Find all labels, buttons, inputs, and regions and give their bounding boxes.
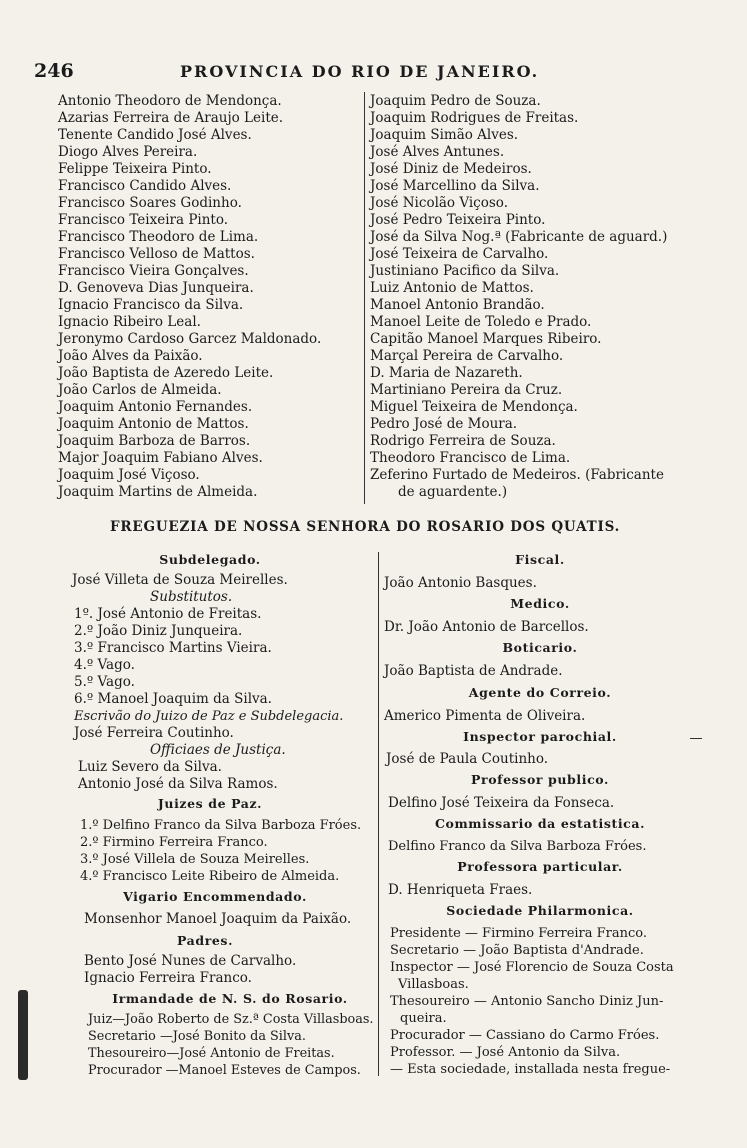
list-item: 1º. José Antonio de Freitas. xyxy=(74,606,262,622)
list-item: Joaquim José Viçoso. xyxy=(58,467,200,483)
list-item: Jeronymo Cardoso Garcez Maldonado. xyxy=(58,331,322,347)
list-item: Ignacio Francisco da Silva. xyxy=(58,297,244,313)
list-item: 4.º Francisco Leite Ribeiro de Almeida. xyxy=(80,869,340,884)
boticario-name: João Baptista de Andrade. xyxy=(384,663,563,679)
vigario-heading: Vigario Encommendado. xyxy=(123,889,307,904)
list-item: — Esta sociedade, installada nesta fregue- xyxy=(390,1062,671,1077)
list-item: 2.º João Diniz Junqueira. xyxy=(74,623,243,639)
list-item: 2.º Firmino Ferreira Franco. xyxy=(80,835,268,850)
inspector-name: José de Paula Coutinho. xyxy=(386,751,549,767)
fiscal-name: João Antonio Basques. xyxy=(384,575,537,591)
list-item: Joaquim Pedro de Souza. xyxy=(370,93,541,109)
list-item: de aguardente.) xyxy=(398,484,508,500)
list-item: 3.º Francisco Martins Vieira. xyxy=(74,640,272,656)
margin-dash xyxy=(690,738,702,739)
correio-heading: Agente do Correio. xyxy=(468,685,612,700)
list-item: Joaquim Antonio de Mattos. xyxy=(58,416,249,432)
irmandade-heading: Irmandade de N. S. do Rosario. xyxy=(112,991,348,1006)
list-item: João Carlos de Almeida. xyxy=(58,382,222,398)
inspector-heading: Inspector parochial. xyxy=(463,729,617,744)
list-item: 4.º Vago. xyxy=(74,657,135,673)
list-item: Procurador — Cassiano do Carmo Fróes. xyxy=(390,1028,660,1043)
list-item: Villasboas. xyxy=(398,977,469,992)
list-item: Felippe Teixeira Pinto. xyxy=(58,161,212,177)
list-item: Francisco Theodoro de Lima. xyxy=(58,229,259,245)
list-item: Francisco Soares Godinho. xyxy=(58,195,242,211)
professora-name: D. Henriqueta Fraes. xyxy=(388,882,533,898)
list-item: Ignacio Ribeiro Leal. xyxy=(58,314,201,330)
list-item: Azarias Ferreira de Araujo Leite. xyxy=(58,110,284,126)
list-item: João Baptista de Azeredo Leite. xyxy=(58,365,274,381)
list-item: 1.º Delfino Franco da Silva Barboza Fróes. xyxy=(80,818,362,833)
professor-name: Delfino José Teixeira da Fonseca. xyxy=(388,795,615,811)
list-item: Antonio Theodoro de Mendonça. xyxy=(58,93,282,109)
list-item: José Marcellino da Silva. xyxy=(370,178,540,194)
list-item: 6.º Manoel Joaquim da Silva. xyxy=(74,691,272,707)
list-item: Pedro José de Moura. xyxy=(370,416,518,432)
list-item: Major Joaquim Fabiano Alves. xyxy=(58,450,263,466)
running-title: PROVINCIA DO RIO DE JANEIRO. xyxy=(180,62,540,81)
list-item: José da Silva Nog.ª (Fabricante de aguard.) xyxy=(370,229,668,245)
list-item: Luiz Severo da Silva. xyxy=(78,759,222,775)
list-item: 5.º Vago. xyxy=(74,674,135,690)
list-item: José Pedro Teixeira Pinto. xyxy=(370,212,546,228)
list-item: Martiniano Pereira da Cruz. xyxy=(370,382,563,398)
list-item: Joaquim Antonio Fernandes. xyxy=(58,399,253,415)
list-item: Manoel Leite de Toledo e Prado. xyxy=(370,314,592,330)
list-item: Secretario — João Baptista d'Andrade. xyxy=(390,943,644,958)
list-item: Thesoureiro — Antonio Sancho Diniz Jun- xyxy=(390,994,664,1009)
section-title: FREGUEZIA DE NOSSA SENHORA DO ROSARIO DOS QUATIS. xyxy=(110,519,621,535)
list-item: José Alves Antunes. xyxy=(370,144,505,160)
list-item: D. Maria de Nazareth. xyxy=(370,365,523,381)
commissario-name: Delfino Franco da Silva Barboza Fróes. xyxy=(388,839,647,854)
list-item: Joaquim Barboza de Barros. xyxy=(58,433,251,449)
list-item: Manoel Antonio Brandão. xyxy=(370,297,545,313)
list-item: José Nicolão Viçoso. xyxy=(370,195,508,211)
list-item: Zeferino Furtado de Medeiros. (Fabricante xyxy=(370,467,664,483)
list-item: Tenente Candido José Alves. xyxy=(58,127,252,143)
list-item: D. Genoveva Dias Junqueira. xyxy=(58,280,254,296)
juizes-heading: Juizes de Paz. xyxy=(157,796,263,811)
list-item: Miguel Teixeira de Mendonça. xyxy=(370,399,578,415)
list-item: José Diniz de Medeiros. xyxy=(370,161,532,177)
column-divider-top xyxy=(364,92,365,504)
list-item: Francisco Candido Alves. xyxy=(58,178,232,194)
list-item: Justiniano Pacifico da Silva. xyxy=(370,263,560,279)
list-item: queira. xyxy=(400,1011,447,1026)
binding-edge-mark xyxy=(18,990,28,1080)
list-item: Francisco Teixeira Pinto. xyxy=(58,212,229,228)
escrivao-heading: Escrivão do Juizo de Paz e Subdelegacia. xyxy=(74,709,344,724)
professora-heading: Professora particular. xyxy=(457,859,623,874)
list-item: Francisco Velloso de Mattos. xyxy=(58,246,255,262)
list-item: Joaquim Martins de Almeida. xyxy=(58,484,258,500)
list-item: Antonio José da Silva Ramos. xyxy=(78,776,278,792)
list-item: Juiz—João Roberto de Sz.ª Costa Villasboas. xyxy=(88,1012,374,1027)
list-item: José Teixeira de Carvalho. xyxy=(370,246,549,262)
list-item: Professor. — José Antonio da Silva. xyxy=(390,1045,621,1060)
padres-heading: Padres. xyxy=(176,933,234,948)
list-item: Bento José Nunes de Carvalho. xyxy=(84,953,297,969)
substitutos-heading: Substitutos. xyxy=(150,589,233,605)
list-item: Procurador —Manoel Esteves de Campos. xyxy=(88,1063,361,1078)
list-item: Marçal Pereira de Carvalho. xyxy=(370,348,564,364)
list-item: Joaquim Simão Alves. xyxy=(370,127,519,143)
list-item: Rodrigo Ferreira de Souza. xyxy=(370,433,556,449)
list-item: Theodoro Francisco de Lima. xyxy=(370,450,571,466)
fiscal-heading: Fiscal. xyxy=(515,552,565,567)
list-item: Thesoureiro—José Antonio de Freitas. xyxy=(88,1046,335,1061)
list-item: Joaquim Rodrigues de Freitas. xyxy=(370,110,579,126)
column-divider-bottom xyxy=(378,552,379,1076)
list-item: Francisco Vieira Gonçalves. xyxy=(58,263,249,279)
escrivao-name: José Ferreira Coutinho. xyxy=(74,725,234,741)
commissario-heading: Commissario da estatistica. xyxy=(434,816,646,831)
list-item: Ignacio Ferreira Franco. xyxy=(84,970,252,986)
correio-name: Americo Pimenta de Oliveira. xyxy=(384,708,586,724)
boticario-heading: Boticario. xyxy=(502,640,578,655)
list-item: Luiz Antonio de Mattos. xyxy=(370,280,534,296)
list-item: Diogo Alves Pereira. xyxy=(58,144,198,160)
medico-name: Dr. João Antonio de Barcellos. xyxy=(384,619,589,635)
subdelegado-heading: Subdelegado. xyxy=(159,552,261,567)
list-item: Capitão Manoel Marques Ribeiro. xyxy=(370,331,602,347)
subdelegado-name: José Villeta de Souza Meirelles. xyxy=(72,572,288,588)
medico-heading: Medico. xyxy=(510,596,570,611)
page-number: 246 xyxy=(34,60,74,82)
sociedade-heading: Sociedade Philarmonica. xyxy=(446,903,634,918)
list-item: Secretario —José Bonito da Silva. xyxy=(88,1029,306,1044)
list-item: João Alves da Paixão. xyxy=(58,348,203,364)
list-item: 3.º José Villela de Souza Meirelles. xyxy=(80,852,310,867)
list-item: Presidente — Firmino Ferreira Franco. xyxy=(390,926,648,941)
vigario-name: Monsenhor Manoel Joaquim da Paixão. xyxy=(84,911,352,927)
officiaes-heading: Officiaes de Justiça. xyxy=(150,742,286,758)
professor-heading: Professor publico. xyxy=(471,772,609,787)
list-item: Inspector — José Florencio de Souza Costa xyxy=(390,960,674,975)
